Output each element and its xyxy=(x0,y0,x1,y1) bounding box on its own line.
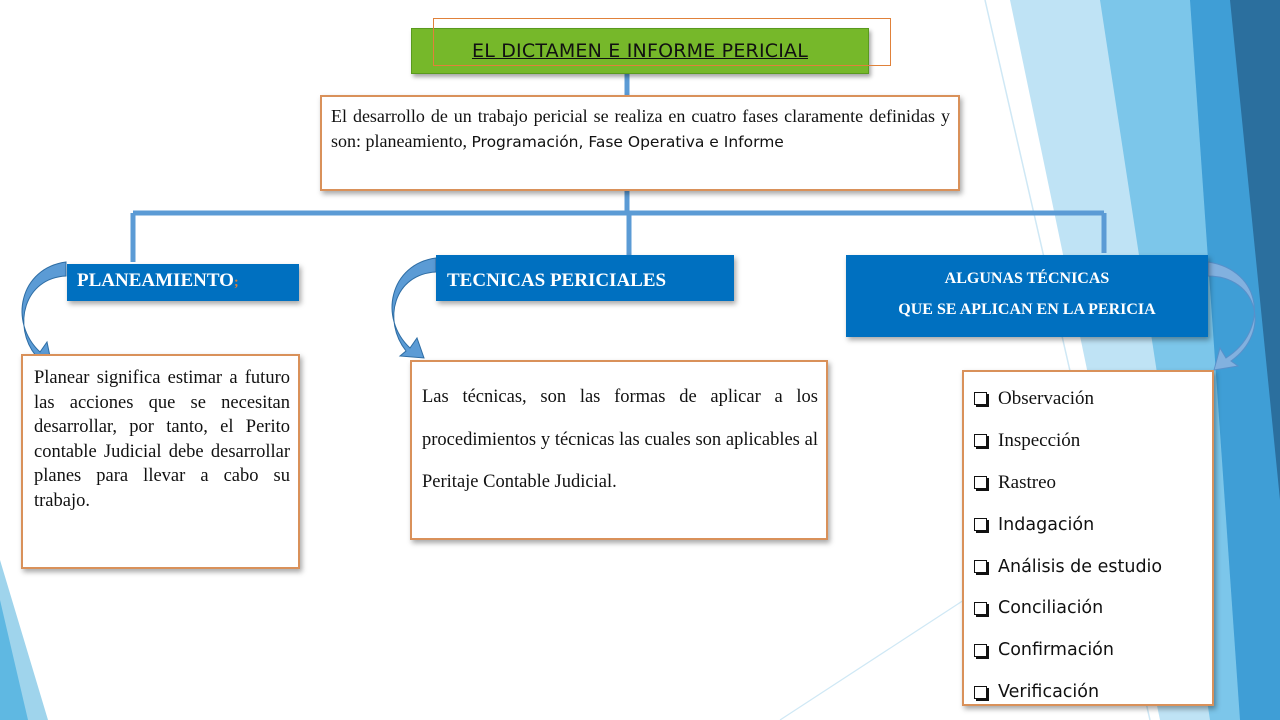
list-item xyxy=(974,587,1206,629)
list-item-label: Conciliación xyxy=(998,598,1104,619)
techniques-list-box xyxy=(962,370,1214,706)
curved-arrow-middle xyxy=(392,258,436,358)
checkbox-bullet-icon xyxy=(974,686,987,699)
header-algunas-line1: ALGUNAS TÉCNICAS xyxy=(944,270,1110,287)
curved-arrow-left xyxy=(22,262,66,366)
checkbox-bullet-icon xyxy=(974,518,987,531)
diagram-title: EL DICTAMEN E INFORME PERICIAL xyxy=(471,40,808,62)
checkbox-bullet-icon xyxy=(974,434,987,447)
header-planeamiento-label: PLANEAMIENTO xyxy=(77,270,234,291)
intro-sans-text: Programación, Fase Operativa e Informe xyxy=(471,133,784,151)
header-planeamiento-mark: ; xyxy=(233,275,239,290)
intro-text xyxy=(331,104,950,155)
tecnicas-box xyxy=(410,360,828,540)
planeamiento-box xyxy=(21,354,300,569)
list-item-label: Inspección xyxy=(998,429,1081,451)
tecnicas-text: Las técnicas, son las formas de aplicar a los procedimientos y técnicas las cuales son aplicables al Peritaje Contable Judicial. xyxy=(422,387,818,492)
checkbox-bullet-icon xyxy=(974,602,987,615)
header-tecnicas-periciales xyxy=(436,255,734,301)
list-item xyxy=(974,504,1206,546)
list-item-label: Verificación xyxy=(998,682,1100,703)
list-item xyxy=(974,378,1206,420)
header-algunas-line2: QUE SE APLICAN EN LA PERICIA xyxy=(898,301,1156,318)
intro-serif-text: El desarrollo de un trabajo pericial se realiza en cuatro fases claramente definidas y son: planeamiento, xyxy=(331,106,950,151)
intro-box xyxy=(320,95,960,191)
list-item xyxy=(974,420,1206,462)
checkbox-bullet-icon xyxy=(974,392,987,405)
header-tecnicas-label: TECNICAS PERICIALES xyxy=(447,270,667,291)
diagram-title-box xyxy=(411,28,869,74)
checkbox-bullet-icon xyxy=(974,644,987,657)
planeamiento-text: Planear significa estimar a futuro las acciones que se necesitan desarrollar, por tanto, el Perito contable Judicial debe desarrollar planes para llevar a cabo su trabajo. xyxy=(34,368,290,511)
header-planeamiento xyxy=(67,264,299,301)
list-item-label: Indagación xyxy=(998,514,1095,535)
list-item xyxy=(974,671,1206,713)
list-item xyxy=(974,546,1206,588)
list-item xyxy=(974,629,1206,671)
list-item xyxy=(974,462,1206,504)
list-item-label: Observación xyxy=(998,387,1095,409)
checkbox-bullet-icon xyxy=(974,560,987,573)
checkbox-bullet-icon xyxy=(974,476,987,489)
list-item-label: Análisis de estudio xyxy=(998,556,1163,577)
list-item-label: Confirmación xyxy=(998,640,1114,661)
header-algunas-tecnicas xyxy=(846,255,1208,337)
list-item-label: Rastreo xyxy=(998,471,1057,493)
